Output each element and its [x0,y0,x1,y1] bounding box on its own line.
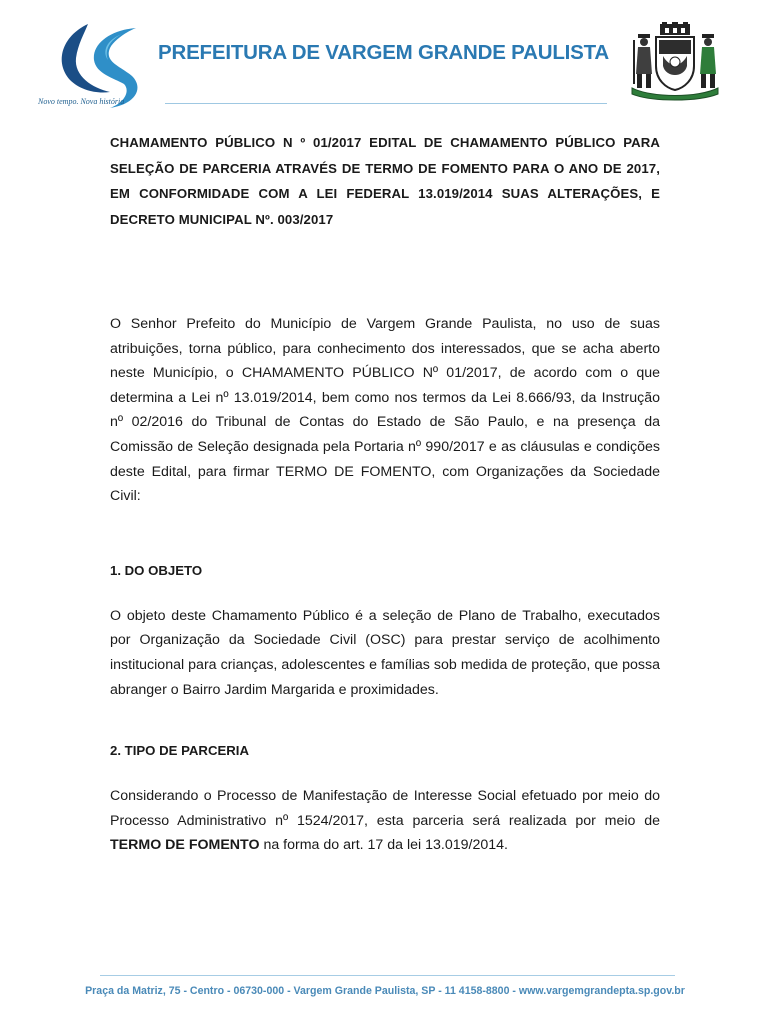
parceria-text-start: Considerando o Processo de Manifestação de Interesse Social efetuado por meio do Processo Administrativo nº 1524/2017, esta parceria será realizada por meio de [110,788,660,829]
document-title: CHAMAMENTO PÚBLICO N º 01/2017 EDITAL DE CHAMAMENTO PÚBLICO PARA SELEÇÃO DE PARCERIA ATRAVÉS DE TERMO DE FOMENTO PARA O ANO DE 2017, EM CONFORMIDADE COM A LEI FEDERAL 13.019/2014 SUAS ALTERAÇÕES, E DECRETO MUNICIPAL Nº. 003/2017 [110,135,660,227]
municipal-coat-of-arms-icon [622,22,728,102]
footer-address: Praça da Matriz, 75 - Centro - 06730-000 - Vargem Grande Paulista, SP - 11 4158-8800 - www.vargemgrandepta.sp.gov.br [85,985,685,997]
parceria-text-bold: TERMO DE FOMENTO [110,837,260,854]
section-objeto-paragraph: O objeto deste Chamamento Público é a seleção de Plano de Trabalho, executados por Organização da Sociedade Civil (OSC) para prestar serviço de acolhimento institucional para crianças, adolescentes e famílias sob medida de proteção, que possa abranger o Bairro Jardim Margarida e proximidades. [110,607,660,698]
footer-divider [100,975,675,976]
section-heading-tipo-parceria: 2. TIPO DE PARCERIA [110,743,249,759]
parceria-text-end: na forma do art. 17 da lei 13.019/2014. [259,837,508,854]
intro-paragraph: O Senhor Prefeito do Município de Vargem Grande Paulista, no uso de suas atribuições, torna público, para conhecimento dos interessados, que se acha aberto neste Município, o CHAMAMENTO PÚBLICO Nº 01/2017, de acordo com o que determina a Lei nº 13.019/2014, bem como nos termos da Lei 8.666/93, da Instrução nº 02/2016 do Tribunal de Contas do Estado de São Paulo, e na presença da Comissão de Seleção designada pela Portaria nº 990/2017 e as cláusulas e condições deste Edital, para firmar TERMO DE FOMENTO, com Organizações da Sociedade Civil: [110,316,660,505]
logo-tagline: Novo tempo. Nova história [38,97,125,106]
section-heading-objeto: 1. DO OBJETO [110,562,203,578]
document-body [110,130,660,858]
header-title: PREFEITURA DE VARGEM GRANDE PAULISTA [158,41,610,64]
section-tipo-parceria-paragraph [110,784,660,858]
header-divider [165,103,607,104]
